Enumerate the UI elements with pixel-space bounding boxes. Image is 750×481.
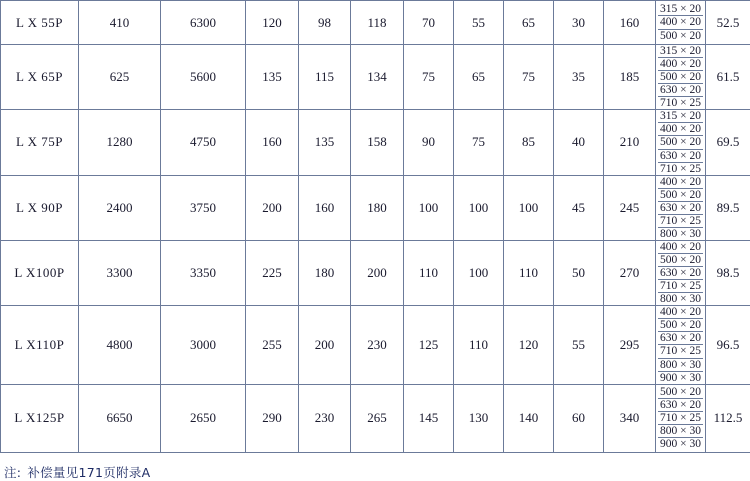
cell-d1: 135: [246, 45, 299, 110]
bolt-size-item: 630 × 20: [658, 201, 703, 214]
table-row: [1, 306, 750, 384]
cell-d3: 230: [351, 306, 404, 384]
cell-model: L X 55P: [1, 1, 79, 45]
cell-bolt-sizes: [656, 1, 706, 45]
cell-speed: 5600: [161, 45, 246, 110]
cell-l4: 35: [554, 45, 604, 110]
cell-torque: 4800: [79, 306, 161, 384]
cell-l2: 65: [454, 45, 504, 110]
footnote: [0, 463, 750, 481]
bolt-size-item: 710 × 25: [658, 280, 703, 293]
cell-model: L X125P: [1, 384, 79, 452]
cell-torque: 6650: [79, 384, 161, 452]
cell-torque: 2400: [79, 175, 161, 240]
cell-d1: 225: [246, 240, 299, 305]
bolt-size-list: [658, 241, 703, 305]
table-row: [1, 175, 750, 240]
cell-weight: 52.5: [706, 1, 750, 45]
cell-l4: 60: [554, 384, 604, 452]
cell-l2: 100: [454, 175, 504, 240]
cell-D: 295: [604, 306, 656, 384]
table-body: [1, 1, 750, 453]
cell-d2: 180: [299, 240, 351, 305]
cell-l3: 120: [504, 306, 554, 384]
footnote-label: 注:: [4, 465, 21, 480]
cell-D: 160: [604, 1, 656, 45]
bolt-size-item: 630 × 20: [658, 84, 703, 97]
cell-l2: 55: [454, 1, 504, 45]
bolt-size-item: 630 × 20: [658, 399, 703, 412]
cell-torque: 625: [79, 45, 161, 110]
cell-d1: 120: [246, 1, 299, 45]
cell-model: L X 65P: [1, 45, 79, 110]
table-row: [1, 1, 750, 45]
cell-torque: 410: [79, 1, 161, 45]
bolt-size-item: 315 × 20: [658, 45, 703, 58]
cell-l1: 125: [404, 306, 454, 384]
bolt-size-item: 400 × 20: [658, 176, 703, 189]
bolt-size-item: 500 × 20: [658, 386, 703, 399]
cell-d1: 160: [246, 110, 299, 175]
bolt-size-list: [658, 386, 703, 450]
cell-d3: 265: [351, 384, 404, 452]
cell-weight: 96.5: [706, 306, 750, 384]
bolt-size-item: 500 × 20: [658, 136, 703, 149]
cell-d2: 135: [299, 110, 351, 175]
cell-speed: 2650: [161, 384, 246, 452]
bolt-size-item: 400 × 20: [658, 241, 703, 254]
cell-l4: 30: [554, 1, 604, 45]
table-row: [1, 240, 750, 305]
cell-l4: 40: [554, 110, 604, 175]
bolt-size-item: 315 × 20: [658, 110, 703, 123]
cell-bolt-sizes: [656, 306, 706, 384]
cell-d3: 158: [351, 110, 404, 175]
cell-torque: 3300: [79, 240, 161, 305]
cell-l1: 100: [404, 175, 454, 240]
cell-D: 270: [604, 240, 656, 305]
table-row: [1, 110, 750, 175]
bolt-size-item: 900 × 30: [658, 371, 703, 384]
bolt-size-item: 500 × 20: [658, 254, 703, 267]
cell-d2: 160: [299, 175, 351, 240]
bolt-size-item: 800 × 30: [658, 227, 703, 240]
cell-d3: 180: [351, 175, 404, 240]
cell-d3: 200: [351, 240, 404, 305]
bolt-size-list: [658, 306, 703, 383]
cell-l2: 75: [454, 110, 504, 175]
bolt-size-item: 315 × 20: [658, 3, 703, 16]
cell-l2: 110: [454, 306, 504, 384]
cell-l3: 85: [504, 110, 554, 175]
cell-l1: 145: [404, 384, 454, 452]
cell-bolt-sizes: [656, 240, 706, 305]
bolt-size-item: 710 × 25: [658, 97, 703, 110]
cell-model: L X110P: [1, 306, 79, 384]
bolt-size-item: 800 × 30: [658, 425, 703, 438]
cell-l3: 110: [504, 240, 554, 305]
bolt-size-item: 400 × 20: [658, 16, 703, 29]
cell-d1: 200: [246, 175, 299, 240]
cell-l3: 65: [504, 1, 554, 45]
cell-l3: 100: [504, 175, 554, 240]
cell-torque: 1280: [79, 110, 161, 175]
cell-d2: 200: [299, 306, 351, 384]
cell-l2: 100: [454, 240, 504, 305]
cell-l4: 45: [554, 175, 604, 240]
cell-d3: 134: [351, 45, 404, 110]
bolt-size-item: 500 × 20: [658, 71, 703, 84]
cell-weight: 112.5: [706, 384, 750, 452]
cell-d3: 118: [351, 1, 404, 45]
bolt-size-item: 800 × 30: [658, 358, 703, 371]
bolt-size-item: 500 × 20: [658, 29, 703, 42]
cell-speed: 3000: [161, 306, 246, 384]
cell-weight: 69.5: [706, 110, 750, 175]
cell-D: 245: [604, 175, 656, 240]
bolt-size-item: 710 × 25: [658, 345, 703, 358]
bolt-size-item: 800 × 30: [658, 293, 703, 306]
cell-speed: 3350: [161, 240, 246, 305]
cell-speed: 6300: [161, 1, 246, 45]
cell-d1: 290: [246, 384, 299, 452]
bolt-size-item: 630 × 20: [658, 332, 703, 345]
cell-l1: 75: [404, 45, 454, 110]
bolt-size-item: 900 × 30: [658, 438, 703, 451]
cell-weight: 61.5: [706, 45, 750, 110]
cell-l2: 130: [454, 384, 504, 452]
table-row: [1, 45, 750, 110]
cell-weight: 89.5: [706, 175, 750, 240]
bolt-size-item: 400 × 20: [658, 123, 703, 136]
table-row: [1, 384, 750, 452]
bolt-size-item: 500 × 20: [658, 319, 703, 332]
cell-l1: 110: [404, 240, 454, 305]
bolt-size-list: [658, 45, 703, 109]
bolt-size-item: 630 × 20: [658, 149, 703, 162]
cell-l1: 90: [404, 110, 454, 175]
cell-d2: 98: [299, 1, 351, 45]
bolt-size-item: 710 × 25: [658, 214, 703, 227]
cell-model: L X 90P: [1, 175, 79, 240]
cell-d1: 255: [246, 306, 299, 384]
cell-l4: 55: [554, 306, 604, 384]
cell-l1: 70: [404, 1, 454, 45]
cell-bolt-sizes: [656, 384, 706, 452]
cell-D: 185: [604, 45, 656, 110]
footnote-text: 补偿量见171页附录A: [27, 465, 150, 480]
cell-d2: 115: [299, 45, 351, 110]
cell-l3: 140: [504, 384, 554, 452]
cell-model: L X100P: [1, 240, 79, 305]
bolt-size-item: 400 × 20: [658, 306, 703, 319]
cell-speed: 4750: [161, 110, 246, 175]
bolt-size-item: 630 × 20: [658, 267, 703, 280]
bolt-size-item: 400 × 20: [658, 58, 703, 71]
bolt-size-item: 500 × 20: [658, 188, 703, 201]
cell-weight: 98.5: [706, 240, 750, 305]
cell-l4: 50: [554, 240, 604, 305]
bolt-size-item: 710 × 25: [658, 412, 703, 425]
cell-bolt-sizes: [656, 45, 706, 110]
bolt-size-item: 710 × 25: [658, 162, 703, 175]
cell-model: L X 75P: [1, 110, 79, 175]
cell-speed: 3750: [161, 175, 246, 240]
cell-D: 210: [604, 110, 656, 175]
cell-l3: 75: [504, 45, 554, 110]
bolt-size-list: [658, 176, 703, 240]
bolt-size-list: [658, 3, 703, 41]
cell-d2: 230: [299, 384, 351, 452]
bolt-size-list: [658, 110, 703, 174]
cell-bolt-sizes: [656, 175, 706, 240]
cell-D: 340: [604, 384, 656, 452]
cell-bolt-sizes: [656, 110, 706, 175]
